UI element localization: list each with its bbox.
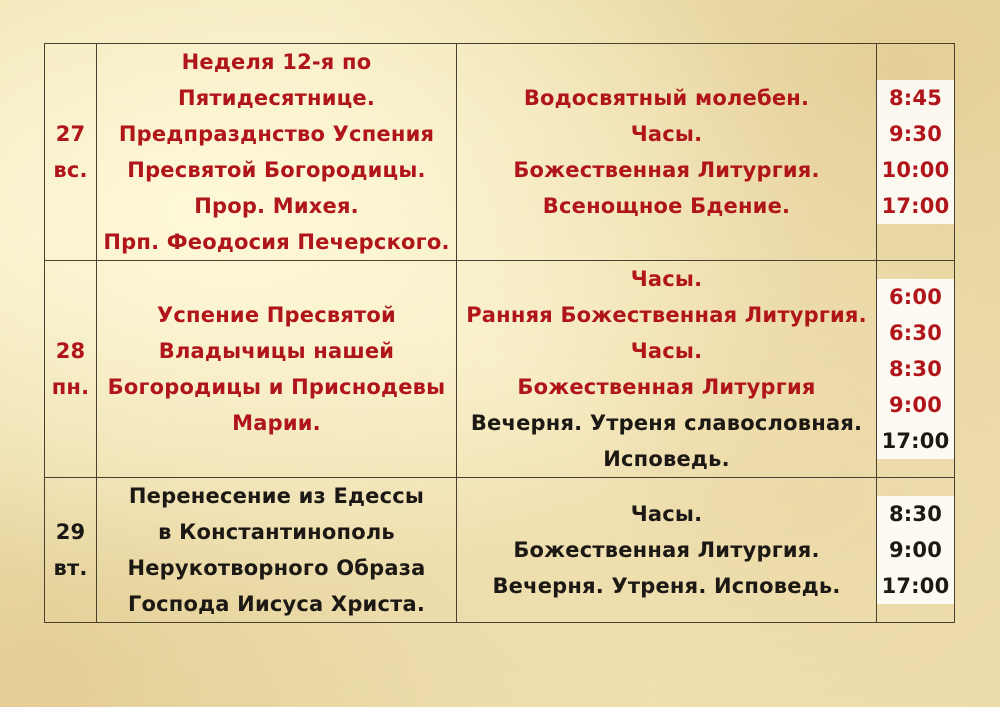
weekday: вс. xyxy=(53,158,88,182)
times-cell xyxy=(877,478,955,623)
day-number: 29 xyxy=(55,520,86,544)
times-cell xyxy=(877,44,955,261)
service-time: 6:30 xyxy=(877,315,954,351)
service-line: Часы. xyxy=(630,267,703,291)
service-line: Часы. xyxy=(630,502,703,526)
feast-title-line: Владычицы нашей xyxy=(158,339,395,363)
table-row xyxy=(45,261,955,478)
service-time: 8:30 xyxy=(877,496,954,532)
feast-title-line: Марии. xyxy=(232,411,321,435)
feast-title-line: Нерукотворного Образа xyxy=(127,556,426,580)
times-cell xyxy=(877,261,955,478)
day-number: 27 xyxy=(55,122,86,146)
feast-title-line: в Константинополь xyxy=(158,520,395,544)
service-line: Божественная Литургия. xyxy=(513,538,820,562)
service-time: 9:30 xyxy=(877,116,954,152)
service-line: Вечерня. Утреня. Исповедь. xyxy=(492,574,841,598)
service-time: 17:00 xyxy=(877,423,954,459)
service-time: 8:45 xyxy=(877,80,954,116)
table-row xyxy=(45,478,955,623)
services-cell xyxy=(457,44,877,261)
feast-title-line: Прп. Феодосия Печерского. xyxy=(103,230,450,254)
feast-title-cell xyxy=(97,261,457,478)
feast-title-line: Неделя 12-я по xyxy=(181,50,372,74)
service-time: 9:00 xyxy=(877,387,954,423)
service-line: Часы. xyxy=(630,339,703,363)
feast-title-cell xyxy=(97,478,457,623)
weekday: вт. xyxy=(53,556,88,580)
service-time: 17:00 xyxy=(877,188,954,224)
service-time: 17:00 xyxy=(877,568,954,604)
service-line: Ранняя Божественная Литургия. xyxy=(466,303,867,327)
service-time: 10:00 xyxy=(877,152,954,188)
table-row xyxy=(45,44,955,261)
date-cell xyxy=(45,478,97,623)
service-time: 8:30 xyxy=(877,351,954,387)
feast-title-line: Господа Иисуса Христа. xyxy=(127,592,426,616)
feast-title-line: Пресвятой Богородицы. xyxy=(127,158,426,182)
service-line: Водосвятный молебен. xyxy=(523,86,810,110)
date-cell xyxy=(45,261,97,478)
date-cell xyxy=(45,44,97,261)
schedule-table xyxy=(44,43,955,623)
service-line: Часы. xyxy=(630,122,703,146)
service-line: Всенощное Бдение. xyxy=(542,194,791,218)
weekday: пн. xyxy=(51,375,90,399)
feast-title-line: Предпразднство Успения xyxy=(118,122,435,146)
feast-title-line: Пятидесятнице. xyxy=(177,86,376,110)
service-line: Вечерня. Утреня славословная. xyxy=(470,411,863,435)
service-line: Божественная Литургия xyxy=(517,375,816,399)
day-number: 28 xyxy=(55,339,86,363)
feast-title-line: Богородицы и Приснодевы xyxy=(107,375,446,399)
service-line: Божественная Литургия. xyxy=(513,158,820,182)
feast-title-cell xyxy=(97,44,457,261)
service-time: 6:00 xyxy=(877,279,954,315)
service-time: 9:00 xyxy=(877,532,954,568)
feast-title-line: Успение Пресвятой xyxy=(157,303,396,327)
feast-title-line: Перенесение из Едессы xyxy=(128,484,425,508)
services-cell xyxy=(457,261,877,478)
service-line: Исповедь. xyxy=(603,447,730,471)
feast-title-line: Прор. Михея. xyxy=(194,194,359,218)
schedule-body xyxy=(45,44,955,623)
services-cell xyxy=(457,478,877,623)
